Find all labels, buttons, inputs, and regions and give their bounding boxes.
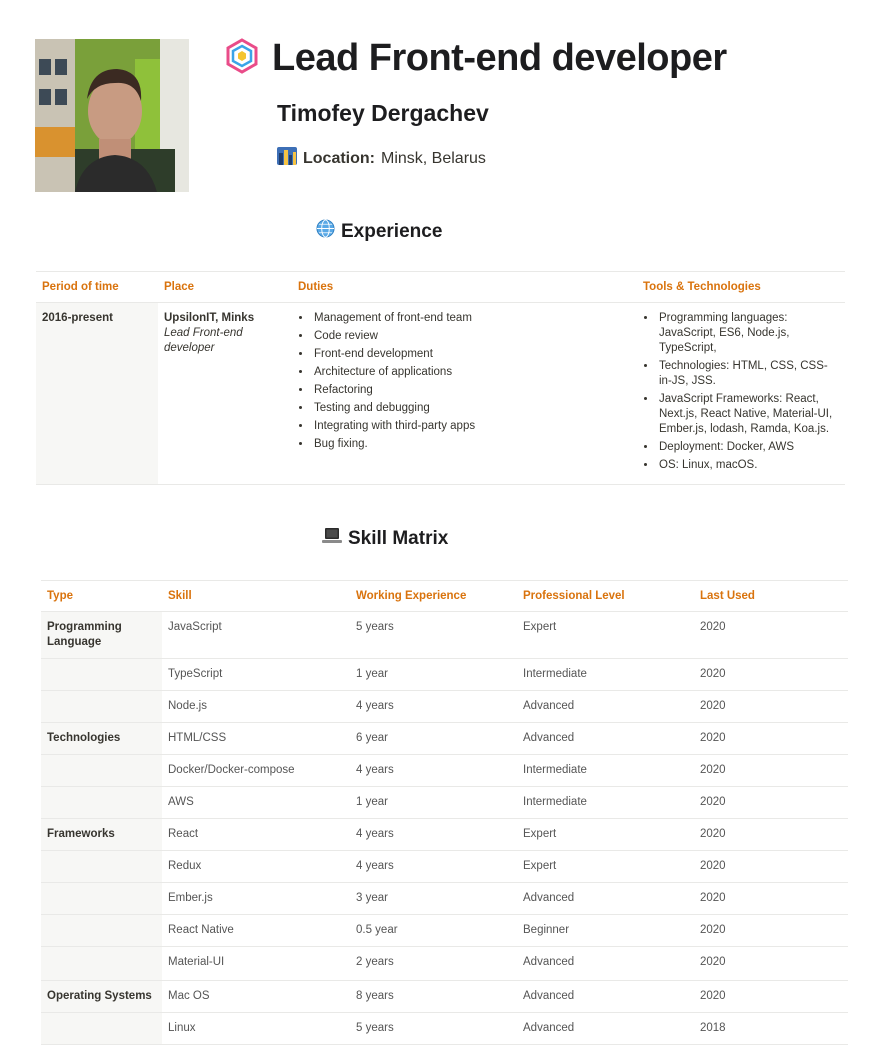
level-cell: Intermediate [517,659,694,691]
table-row [41,612,848,659]
experience-cell: 4 years [350,851,517,883]
column-header: Place [158,272,292,303]
table-row [41,851,848,883]
list-item: • Architecture of applications [312,365,631,380]
experience-cell: 4 years [350,755,517,787]
period-cell: 2016-present [36,303,158,485]
level-cell: Intermediate [517,787,694,819]
level-cell: Expert [517,612,694,659]
table-row [41,723,848,755]
list-item: • OS: Linux, macOS. [657,458,839,473]
column-header: Working Experience [350,581,517,612]
table-row [36,303,845,485]
experience-heading [316,219,442,244]
skill-matrix-title: Skill Matrix [348,528,449,549]
last-used-cell: 2020 [694,659,848,691]
experience-title: Experience [341,220,443,242]
cityscape-icon [277,147,297,170]
column-header: Professional Level [517,581,694,612]
list-item: • Bug fixing. [312,437,631,452]
type-cell [41,947,162,981]
duties-cell [292,303,637,485]
last-used-cell: 2020 [694,851,848,883]
table-row [41,691,848,723]
last-used-cell: 2020 [694,723,848,755]
last-used-cell: 2020 [694,691,848,723]
experience-cell: 4 years [350,819,517,851]
skill-cell: Linux [162,1013,350,1045]
type-cell [41,851,162,883]
person-name: Timofey Dergachev [277,100,489,126]
last-used-cell: 2020 [694,787,848,819]
table-row [41,787,848,819]
last-used-cell: 2020 [694,947,848,981]
level-cell: Expert [517,819,694,851]
experience-cell: 3 year [350,883,517,915]
type-cell [41,787,162,819]
table-row [41,883,848,915]
type-cell [41,691,162,723]
experience-cell: 8 years [350,981,517,1013]
table-row [41,915,848,947]
experience-cell: 1 year [350,787,517,819]
job-role: Lead Front-end developer [164,327,243,354]
list-item: • Deployment: Docker, AWS [657,440,839,455]
skill-cell: Redux [162,851,350,883]
list-item: • Front-end development [312,347,631,362]
table-row [41,659,848,691]
page-title: Lead Front-end developer [272,36,727,79]
type-cell [41,755,162,787]
type-cell: Programming Language [41,612,162,659]
column-header: Skill [162,581,350,612]
table-row [41,947,848,981]
company-name: UpsilonIT, Minks [164,312,255,324]
experience-cell: 1 year [350,659,517,691]
location [277,147,486,170]
skill-cell: HTML/CSS [162,723,350,755]
skill-cell: Docker/Docker-compose [162,755,350,787]
list-item: • Code review [312,329,631,344]
last-used-cell: 2020 [694,819,848,851]
location-value: Minsk, Belarus [381,149,486,167]
tools-list [643,311,839,473]
last-used-cell: 2018 [694,1013,848,1045]
skill-cell: TypeScript [162,659,350,691]
level-cell: Advanced [517,1013,694,1045]
level-cell: Advanced [517,691,694,723]
table-row [41,819,848,851]
experience-cell: 5 years [350,1013,517,1045]
list-item: • Management of front-end team [312,311,631,326]
table-row [41,1013,848,1045]
profile-photo [35,39,189,192]
skill-rows [41,612,848,1045]
experience-cell: 2 years [350,947,517,981]
last-used-cell: 2020 [694,981,848,1013]
duties-list [298,311,631,452]
experience-cell: 6 year [350,723,517,755]
skill-cell: React [162,819,350,851]
table-header-row [36,272,845,303]
skill-cell: React Native [162,915,350,947]
skill-cell: Node.js [162,691,350,723]
last-used-cell: 2020 [694,612,848,659]
skill-cell: Material-UI [162,947,350,981]
list-item: • Technologies: HTML, CSS, CSS-in-JS, JSS. [657,359,839,389]
level-cell: Advanced [517,947,694,981]
type-cell [41,659,162,691]
skill-cell: AWS [162,787,350,819]
type-cell: Technologies [41,723,162,755]
column-header: Last Used [694,581,848,612]
level-cell: Beginner [517,915,694,947]
skill-cell: Ember.js [162,883,350,915]
type-cell [41,1013,162,1045]
list-item: • Testing and debugging [312,401,631,416]
level-cell: Advanced [517,723,694,755]
column-header: Tools & Technologies [637,272,845,303]
list-item: • Programming languages: JavaScript, ES6, Node.js, TypeScript, [657,311,839,356]
place-cell [158,303,292,485]
experience-cell: 0.5 year [350,915,517,947]
skill-matrix-table [41,580,848,1045]
type-cell [41,915,162,947]
table-row [41,755,848,787]
location-label: Location: [303,149,375,167]
last-used-cell: 2020 [694,915,848,947]
column-header: Type [41,581,162,612]
list-item: • Integrating with third-party apps [312,419,631,434]
level-cell: Intermediate [517,755,694,787]
laptop-icon [322,527,342,551]
type-cell [41,883,162,915]
tools-cell [637,303,845,485]
skill-cell: Mac OS [162,981,350,1013]
level-cell: Advanced [517,883,694,915]
last-used-cell: 2020 [694,755,848,787]
table-header-row [41,581,848,612]
type-cell: Operating Systems [41,981,162,1013]
column-header: Period of time [36,272,158,303]
skill-matrix-heading [322,527,448,551]
type-cell: Frameworks [41,819,162,851]
experience-cell: 5 years [350,612,517,659]
globe-icon [316,219,335,244]
list-item: • JavaScript Frameworks: React, Next.js, React Native, Material-UI, Ember.js, lodash, Ramda, Koa.js. [657,392,839,437]
experience-table [36,271,845,485]
skill-cell: JavaScript [162,612,350,659]
level-cell: Advanced [517,981,694,1013]
hexagon-logo-icon [224,38,260,79]
column-header: Duties [292,272,637,303]
last-used-cell: 2020 [694,883,848,915]
experience-cell: 4 years [350,691,517,723]
table-row [41,981,848,1013]
level-cell: Expert [517,851,694,883]
list-item: • Refactoring [312,383,631,398]
